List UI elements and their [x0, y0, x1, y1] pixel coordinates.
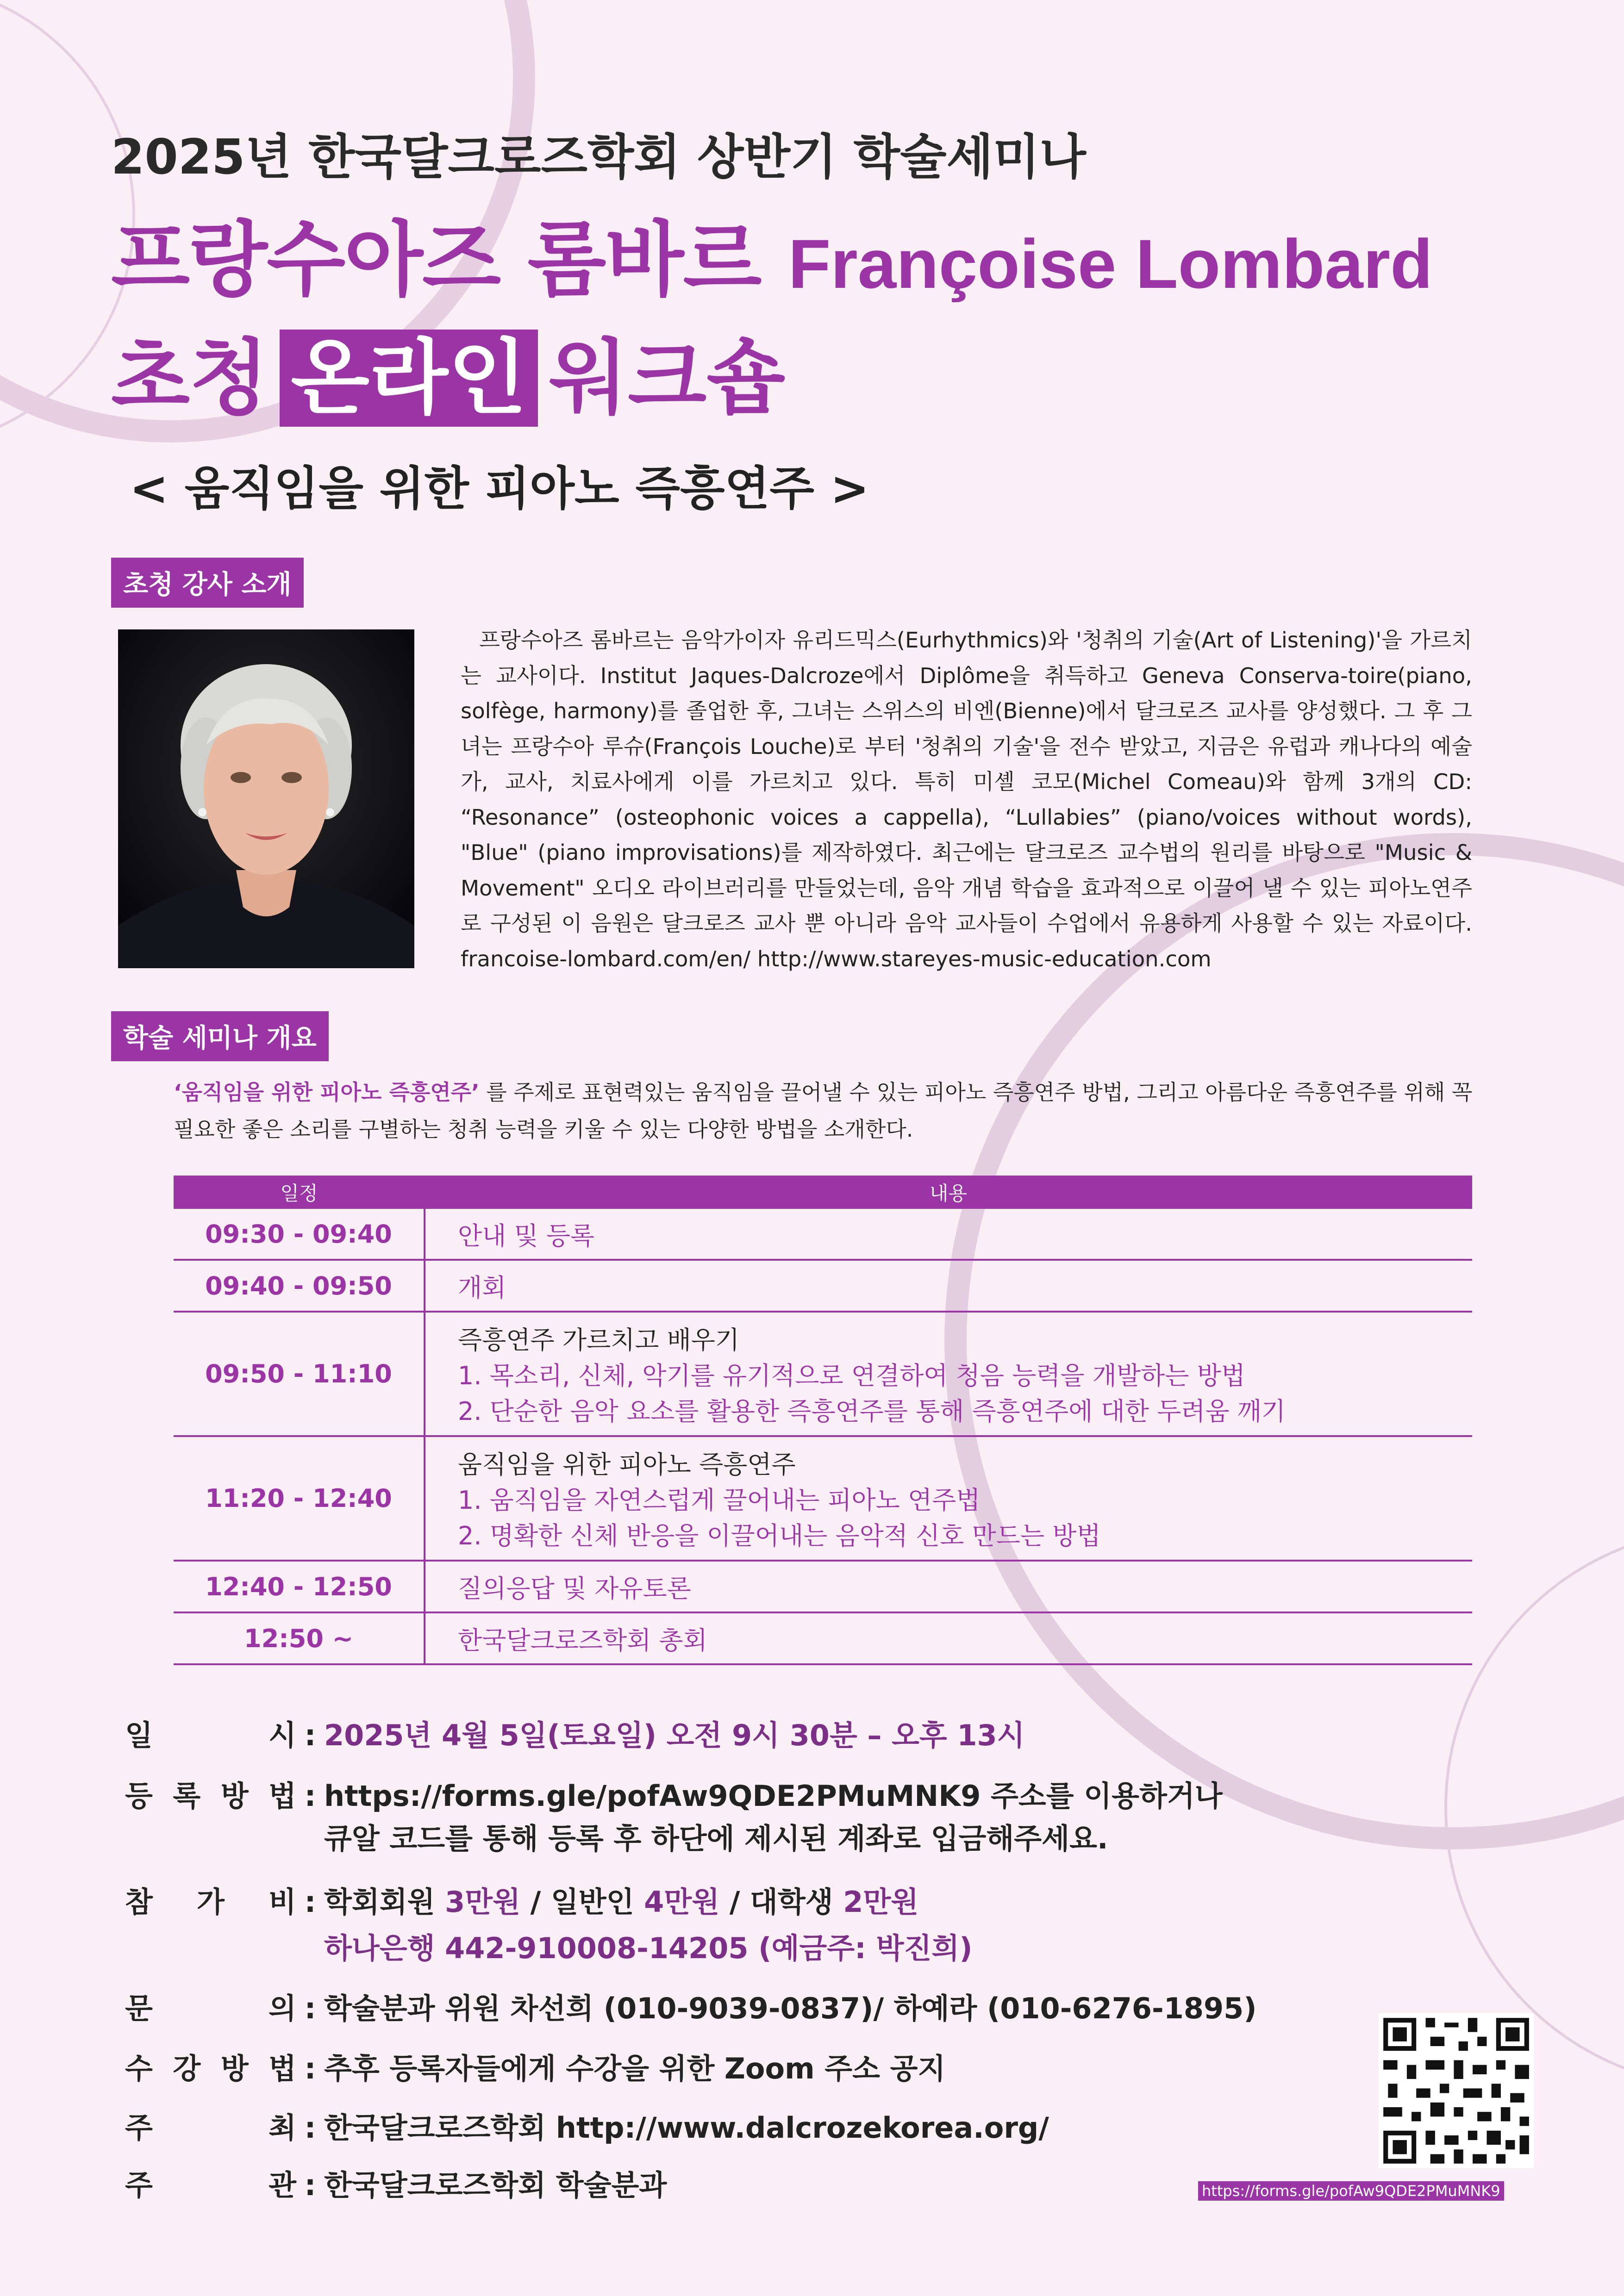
schedule-row	[174, 1612, 1472, 1664]
schedule-item: 2. 단순한 음악 요소를 활용한 즉흥연주를 통해 즉흥연주에 대한 두려움 깨기	[458, 1397, 1286, 1426]
info-label: 주 최	[125, 2111, 296, 2145]
fee-member-label: 학회회원	[324, 1885, 445, 1919]
info-date-value: 2025년 4월 5일(토요일) 오전 9시 30분 – 오후 13시	[324, 1718, 1025, 1752]
info-colon: :	[304, 1718, 316, 1752]
schedule-time: 09:40 - 09:50	[174, 1260, 425, 1312]
info-colon: :	[304, 2052, 316, 2085]
schedule-time: 09:30 - 09:40	[174, 1209, 425, 1260]
seminar-intro-text: 를 주제로 표현력있는 움직임을 끌어낼 수 있는 피아노 즉흥연주 방법, 그리고 아름다운 즉흥연주를 위해 꼭 필요한 좋은 소리를 구별하는 청취 능력을 키울 수 있는 다양한 방법을 소개한다.	[174, 1080, 1473, 1142]
title-workshop-word: 워크숍	[549, 330, 786, 425]
schedule-table	[174, 1176, 1472, 1665]
register-line-1: https://forms.gle/pofAw9QDE2PMuMNK9 주소를 이용하거나	[324, 1779, 1223, 1813]
schedule-item: 2. 명확한 신체 반응을 이끌어내는 음악적 신호 만드는 방법	[458, 1521, 1101, 1550]
schedule-item: 1. 목소리, 신체, 악기를 유기적으로 연결하여 청음 능력을 개발하는 방법	[458, 1361, 1245, 1390]
info-label: 수 강 방 법	[125, 2052, 296, 2085]
register-line-2: 큐알 코드를 통해 등록 후 하단에 제시된 계좌로 입금해주세요.	[324, 1822, 1108, 1855]
info-label: 등 록 방 법	[125, 1779, 296, 1813]
schedule-row	[174, 1312, 1472, 1436]
title-workshop	[111, 312, 785, 429]
info-fee	[125, 1879, 973, 1972]
info-organizer-value: 한국달크로즈학회 학술분과	[324, 2168, 667, 2202]
schedule-time: 11:20 - 12:40	[174, 1436, 425, 1561]
schedule-title: 안내 및 등록	[425, 1209, 1472, 1260]
section-tag-seminar: 학술 세미나 개요	[111, 1011, 329, 1061]
info-host-value: 한국달크로즈학회 http://www.dalcrozekorea.org/	[324, 2111, 1049, 2145]
info-colon: :	[304, 1779, 316, 1813]
schedule-time: 12:50 ~	[174, 1612, 425, 1664]
seminar-intro	[174, 1074, 1474, 1148]
schedule-session-title: 움직임을 위한 피아노 즉흥연주	[458, 1450, 796, 1479]
fee-general-label: / 일반인	[520, 1885, 644, 1919]
info-label: 문 의	[125, 1991, 296, 2025]
schedule-title: 개회	[425, 1260, 1472, 1312]
fee-student-label: / 대학생	[719, 1885, 843, 1919]
info-contact-value: 학술분과 위원 차선희 (010-9039-0837)/ 하예라 (010-6276-1895)	[324, 1991, 1257, 2025]
schedule-header-content: 내용	[425, 1176, 1472, 1209]
info-colon: :	[304, 1885, 316, 1919]
seminar-intro-highlight: ‘움직임을 위한 피아노 즉흥연주’	[174, 1080, 480, 1105]
info-register	[125, 1775, 1223, 1860]
schedule-row	[174, 1209, 1472, 1260]
info-colon: :	[304, 2168, 316, 2202]
info-label: 일 시	[125, 1718, 296, 1752]
event-subtitle: 2025년 한국달크로즈학회 상반기 학술세미나	[111, 129, 1086, 185]
info-host	[125, 2105, 1049, 2146]
info-method-value: 추후 등록자들에게 수강을 위한 Zoom 주소 공지	[324, 2052, 946, 2085]
schedule-header-row	[174, 1176, 1472, 1209]
title-online-badge: 온라인	[280, 330, 538, 427]
fee-account: 하나은행 442-910008-14205 (예금주: 박진희)	[324, 1931, 973, 1965]
info-organizer	[125, 2162, 667, 2203]
schedule-title: 질의응답 및 자유토론	[425, 1561, 1472, 1612]
schedule-content	[425, 1436, 1472, 1561]
fee-general-price: 4만원	[644, 1885, 720, 1919]
schedule-header-time: 일정	[174, 1176, 425, 1209]
info-colon: :	[304, 2111, 316, 2145]
schedule-row	[174, 1436, 1472, 1561]
title-korean-name: 프랑수아즈 롬바르	[111, 212, 761, 307]
schedule-row	[174, 1260, 1472, 1312]
info-method	[125, 2046, 945, 2087]
fee-member-price: 3만원	[445, 1885, 521, 1919]
schedule-time: 09:50 - 11:10	[174, 1312, 425, 1436]
section-tag-speaker: 초청 강사 소개	[111, 558, 304, 608]
title-latin-name: Françoise Lombard	[788, 225, 1433, 303]
schedule-title: 한국달크로즈학회 총회	[425, 1612, 1472, 1664]
qr-url-label[interactable]: https://forms.gle/pofAw9QDE2PMuMNK9	[1198, 2181, 1504, 2201]
info-label: 참 가 비	[125, 1885, 296, 1919]
info-fee-value	[324, 1879, 973, 1972]
info-date	[125, 1712, 1024, 1754]
title-invite: 초청	[111, 330, 269, 425]
schedule-time: 12:40 - 12:50	[174, 1561, 425, 1612]
info-label: 주 관	[125, 2168, 296, 2202]
speaker-bio: 프랑수아즈 롬바르는 음악가이자 유리드믹스(Eurhythmics)와 '청취의 기술(Art of Listening)'을 가르치는 교사이다. Institut Jaques-Dalcroze에서 Diplôme을 취득하고 Geneva Conserva-toire(piano, solfège, harmony)를 졸업한 후, 그녀는 스위스의 비엔(Bienne)에서 달크로즈 교사를 양성했다. 그 후 그녀는 프랑수아 루슈(François Louche)로 부터 '청취의 기술'을 전수 받았고, 지금은 유럽과 캐나다의 예술가, 교사, 치료사에게 이를 가르치고 있다. 특히 미셸 코모(Michel Comeau)와 함께 3개의 CD: “Resonance” (osteophonic voices a cappella), “Lullabies” (piano/voices without words), "Blue" (piano improvisations)를 제작하였다. 최근에는 달크로즈 교수법의 원리를 바탕으로 "Music & Movement" 오디오 라이브러리를 만들었는데, 음악 개념 학습을 효과적으로 이끌어 낼 수 있는 피아노연주로 구성된 이 음원은 달크로즈 교사 뿐 아니라 음악 교사들이 수업에서 유용하게 사용할 수 있는 자료이다. francoise-lombard.com/en/ http://www.stareyes-music-education.com	[461, 628, 1472, 971]
schedule-item: 1. 움직임을 자연스럽게 끌어내는 피아노 연주법	[458, 1486, 981, 1515]
fee-line	[324, 1879, 973, 1925]
fee-student-price: 2만원	[843, 1885, 919, 1919]
schedule-session-title: 즉흥연주 가르치고 배우기	[458, 1325, 740, 1355]
schedule-content	[425, 1312, 1472, 1436]
info-contact	[125, 1985, 1257, 2027]
qr-code[interactable]	[1379, 2013, 1534, 2168]
info-colon: :	[304, 1991, 316, 2025]
workshop-theme: < 움직임을 위한 피아노 즉흥연주 >	[130, 461, 869, 516]
speaker-photo	[118, 629, 414, 968]
info-register-value	[324, 1775, 1223, 1860]
title-speaker-name	[111, 194, 1433, 311]
schedule-row	[174, 1561, 1472, 1612]
